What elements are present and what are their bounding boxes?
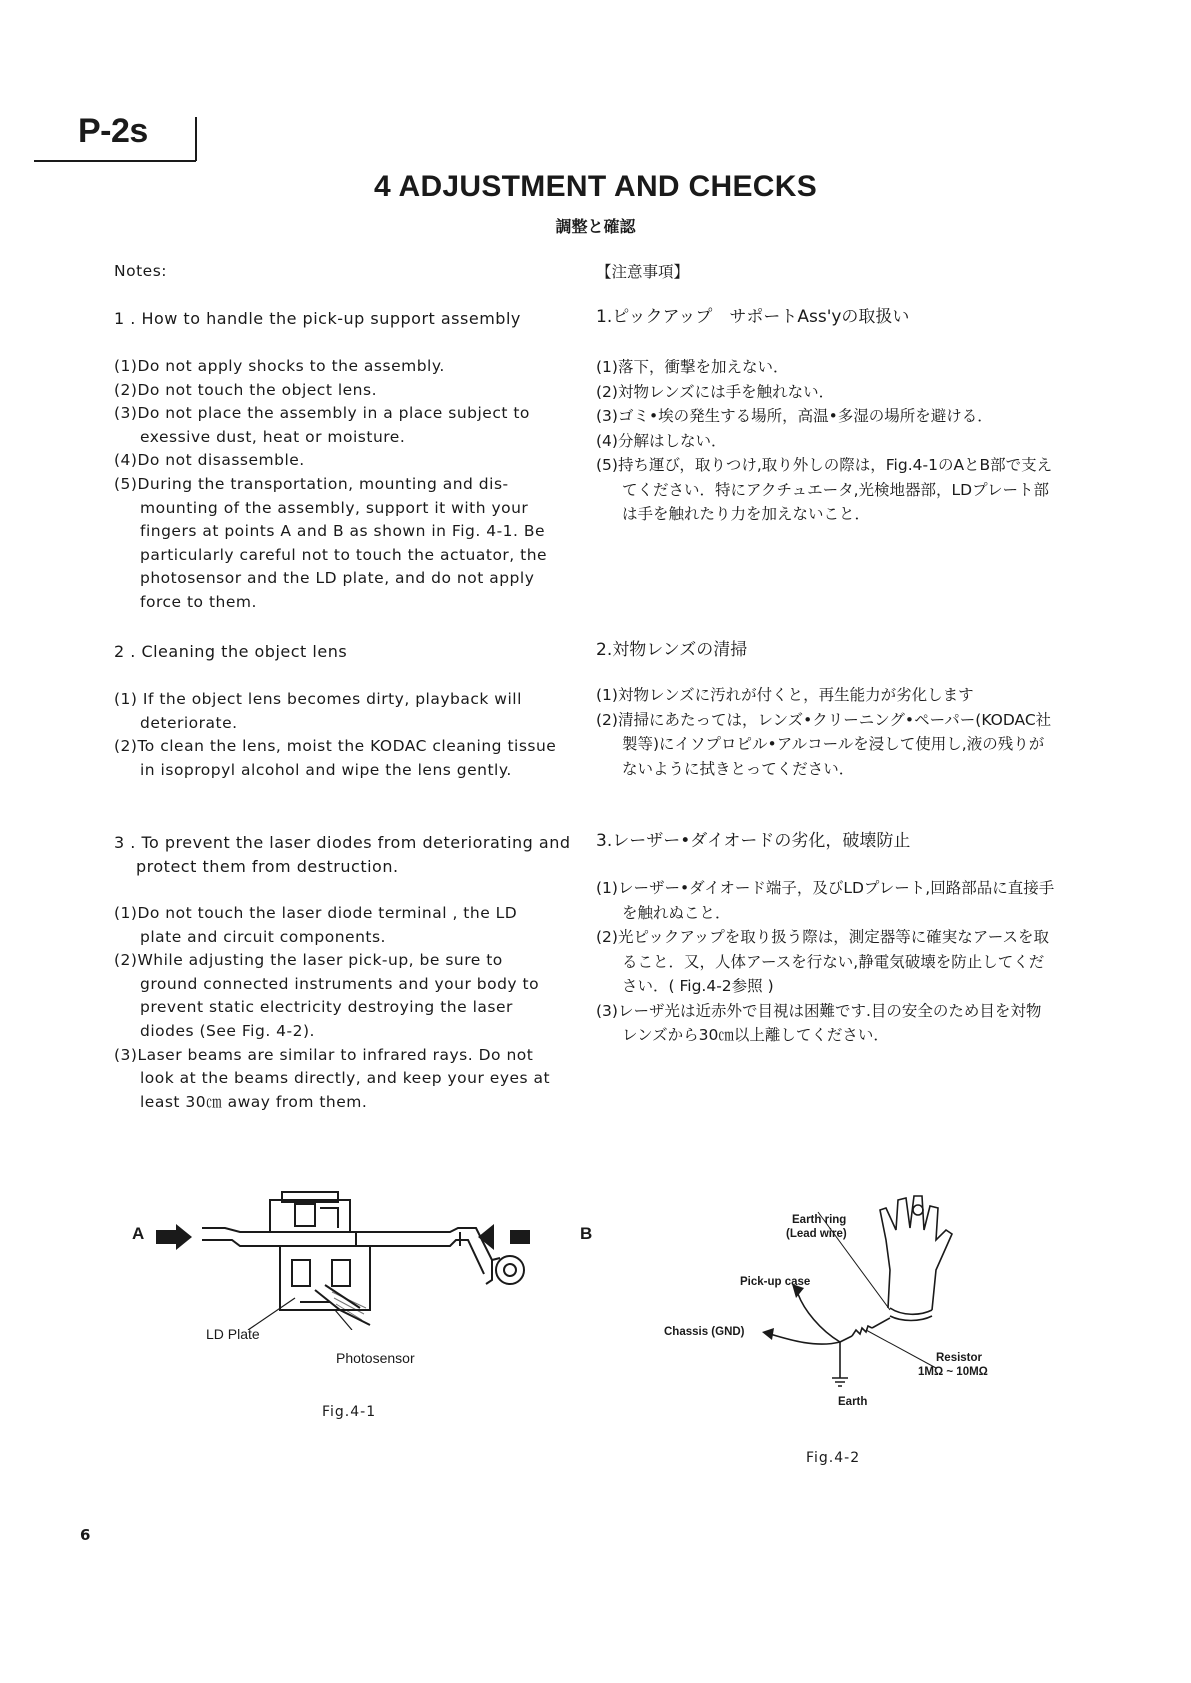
list-item: (3)ゴミ•埃の発生する場所，高温•多湿の場所を避ける． bbox=[596, 407, 993, 425]
section1-list-en bbox=[114, 355, 564, 615]
section2-list-jp bbox=[596, 683, 1056, 781]
page-subtitle-jp: 調整と確認 bbox=[555, 217, 636, 236]
fig1-photosensor-label: Photosensor bbox=[336, 1350, 415, 1366]
list-item: (2)To clean the lens, moist the KODAC cleaning tissue in isopropyl alcohol and wipe the lens gently. bbox=[114, 737, 557, 779]
fig1-label-a: A bbox=[132, 1224, 145, 1243]
list-item: (2)光ピックアップを取り扱う際は，測定器等に確実なアースを取ること．又，人体アースを行ない,静電気破壊を防止してください．( Fig.4-2参照 ) bbox=[596, 928, 1050, 995]
page-title: 4 ADJUSTMENT AND CHECKS bbox=[373, 170, 818, 203]
section3-heading-jp: 3.レーザー•ダイオードの劣化，破壊防止 bbox=[596, 831, 911, 851]
list-item: (5)持ち運び，取りつけ,取り外しの際は，Fig.4-1のAとB部で支えてください．特にアクチュエータ,光検地器部，LDプレート部は手を触れたり力を加えないこと． bbox=[596, 456, 1053, 523]
page-number: 6 bbox=[80, 1526, 91, 1544]
model-side-rule bbox=[195, 117, 197, 161]
pickup-assembly-drawing bbox=[120, 1180, 560, 1330]
list-item: (1)Do not touch the laser diode terminal , the LD plate and circuit components. bbox=[114, 904, 518, 946]
fig2-resistor-range: 1MΩ ~ 10MΩ bbox=[918, 1366, 988, 1378]
fig2-resistor-label: Resistor bbox=[936, 1352, 983, 1364]
section2-list-en bbox=[114, 688, 564, 782]
list-item: (1) If the object lens becomes dirty, playback will deteriorate. bbox=[114, 690, 522, 732]
list-item: (1)Do not apply shocks to the assembly. bbox=[114, 357, 445, 375]
list-item: (4)Do not disassemble. bbox=[114, 451, 305, 470]
list-item: (3)Laser beams are similar to infrared rays. Do not look at the beams directly, and keep your eyes at least 30㎝ away from them. bbox=[114, 1045, 551, 1111]
model-label: P-2s bbox=[78, 112, 148, 150]
section1-list-jp bbox=[596, 355, 1056, 527]
list-item: (4)分解はしない． bbox=[596, 431, 727, 450]
fig2-pickup-case-label: Pick-up case bbox=[740, 1276, 811, 1288]
list-item: (3)Do not place the assembly in a place subject to exessive dust, heat or moisture. bbox=[114, 404, 530, 446]
list-item: (5)During the transportation, mounting and dis- mounting of the assembly, support it with your fingers at points A and B as shown in Fig. 4-1. Be particularly careful not to touch the actuator, the photosensor and the LD plate, and do not apply force to them. bbox=[114, 474, 548, 611]
section3-heading-en: 3 . To prevent the laser diodes from deteriorating and protect them from destruction. bbox=[114, 833, 571, 876]
list-item: (2)Do not touch the object lens. bbox=[114, 380, 377, 399]
list-item: (1)落下，衝撃を加えない． bbox=[596, 358, 789, 376]
section3-list-en bbox=[114, 902, 564, 1114]
fig2-chassis-label: Chassis (GND) bbox=[664, 1326, 745, 1338]
fig2-earth-ring-label: Earth ring bbox=[792, 1214, 847, 1226]
list-item: (3)レーザ光は近赤外で目視は困難です.目の安全のため目を対物レンズから30㎝以上離してください． bbox=[596, 1001, 1042, 1044]
figure-4-1 bbox=[120, 1180, 560, 1330]
list-item: (2)While adjusting the laser pick-up, be sure to ground connected instruments and your body to prevent static electricity destroying the laser diodes (See Fig. 4-2). bbox=[114, 951, 540, 1040]
fig2-lead-wire-label: (Lead wire) bbox=[786, 1228, 847, 1240]
list-item: (1)対物レンズに汚れが付くと，再生能力が劣化します bbox=[596, 686, 974, 704]
fig1-label-b: B bbox=[580, 1224, 593, 1243]
list-item: (1)レーザー•ダイオード端子，及びLDプレート,回路部品に直接手を触れぬこと． bbox=[596, 879, 1055, 922]
section2-heading-jp: 2.対物レンズの清掃 bbox=[596, 640, 748, 660]
section2-heading-en: 2 . Cleaning the object lens bbox=[114, 642, 348, 661]
notes-label-en: Notes: bbox=[114, 262, 167, 280]
fig1-ld-plate-label: LD Plate bbox=[206, 1326, 260, 1342]
notes-label-jp: 【注意事項】 bbox=[596, 263, 690, 281]
fig2-caption: Fig.4-2 bbox=[806, 1450, 861, 1466]
fig1-caption: Fig.4-1 bbox=[322, 1404, 377, 1420]
section1-heading-jp: 1.ピックアップ サポートAss'yの取扱い bbox=[596, 307, 910, 327]
fig2-earth-label: Earth bbox=[838, 1396, 868, 1408]
section1-heading-en: 1 . How to handle the pick-up support assembly bbox=[114, 309, 521, 328]
section3-list-jp bbox=[596, 876, 1056, 1048]
model-underline bbox=[34, 160, 196, 162]
list-item: (2)清掃にあたっては，レンズ•クリーニング•ペーパー(KODAC社製等)にイソプロピル•アルコールを浸して使用し,液の残りがないように拭きとってください． bbox=[596, 710, 1052, 778]
list-item: (2)対物レンズには手を触れない． bbox=[596, 382, 835, 401]
